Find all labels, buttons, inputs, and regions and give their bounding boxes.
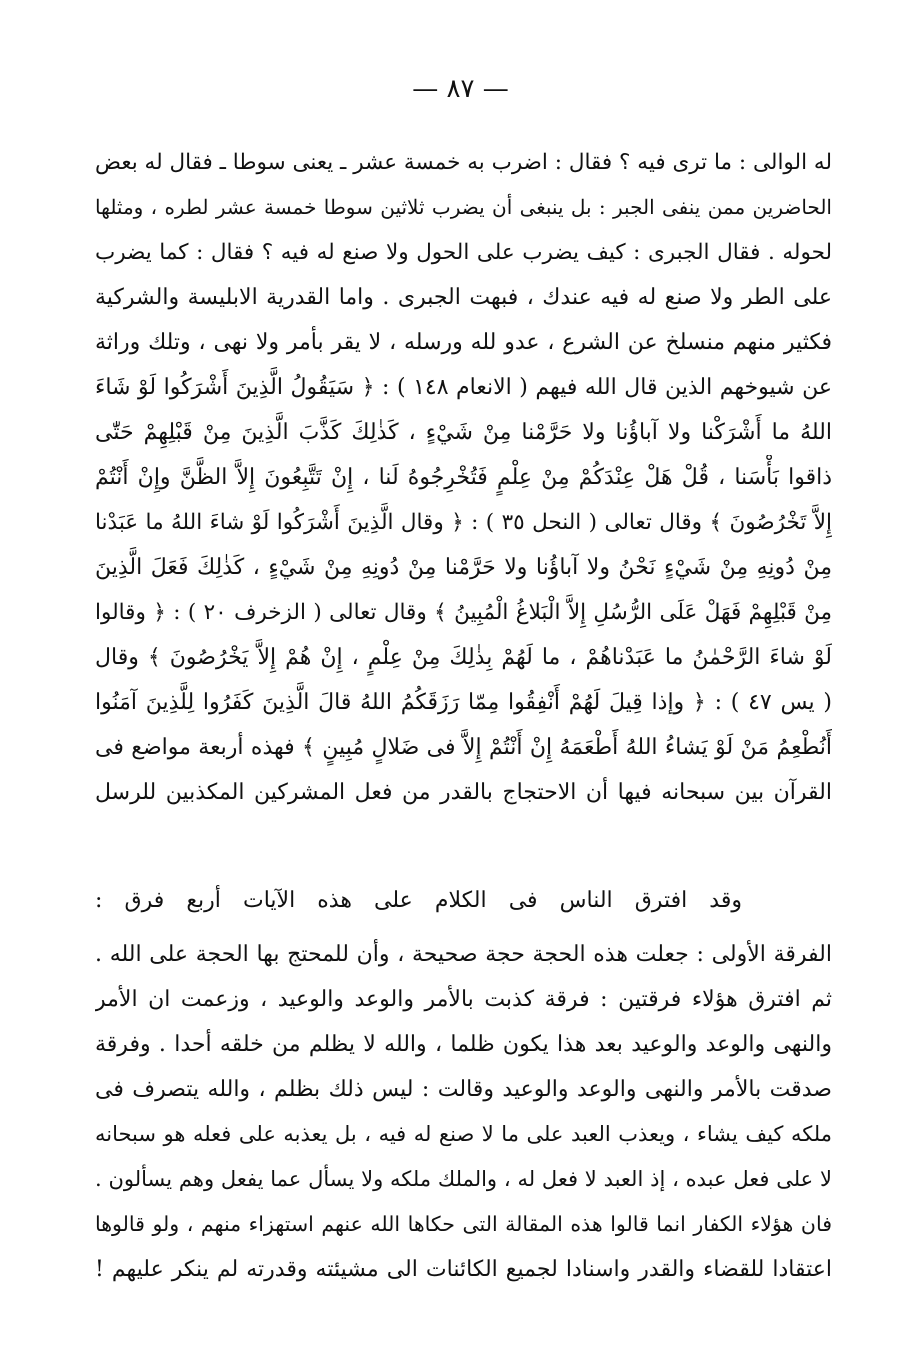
text-line: لحوله . فقال الجبرى : كيف يضرب على الحول ولا صنع له فيه ؟ فقال : كما يضرب (95, 240, 832, 265)
text-line: مِنْ دُونِهِ مِنْ شَيْءٍ نَحْنُ ولا آباؤُنا ولا حَرَّمْنا مِنْ دُونِهِ مِنْ شَيْءٍ ، كَذٰلِكَ فَعَلَ الَّذِينَ (95, 555, 832, 580)
text-line: صدقت بالأمر والنهى والوعد والوعيد وقالت : ليس ذلك بظلم ، والله يتصرف فى (95, 1077, 832, 1102)
paragraph-first-sect (95, 932, 832, 1292)
text-line: لا على فعل عبده ، إذ العبد لا فعل له ، والملك ملكه ولا يسأل عما يفعل وهم يسألون . (95, 1167, 832, 1191)
text-line: فان هؤلاء الكفار انما قالوا هذه المقالة التى حكاها الله عنهم استهزاء منهم ، ولو قالوها (95, 1212, 832, 1236)
text-line: له الوالى : ما ترى فيه ؟ فقال : اضرب به خمسة عشر ـ يعنى سوطا ـ فقال له بعض (95, 150, 832, 175)
text-line: مِنْ قَبْلِهِمْ فَهَلْ عَلَى الرُّسُلِ إِلاَّ الْبَلاغُ الْمُبِينُ ﴾ وقال تعالى ( الزخرف ٢٠ ) : ﴿ وقالوا (95, 600, 832, 625)
paragraph-main (95, 140, 832, 815)
text-line: والنهى والوعد والوعيد بعد هذا يكون ظلما ، والله لا يظلم من خلقه أحدا . وفرقة (95, 1032, 832, 1057)
text-line: اللهُ ما أَشْرَكْنا ولا آباؤُنا ولا حَرَّمْنا مِنْ شَيْءٍ ، كَذٰلِكَ كَذَّبَ الَّذِينَ مِنْ قَبْلِهِمْ حَتّٰى (95, 420, 832, 445)
text-line: اعتقادا للقضاء والقدر واسنادا لجميع الكائنات الى مشيئته وقدرته لم ينكر عليهم ! (95, 1257, 832, 1282)
text-line: ذاقوا بَأْسَنا ، قُلْ هَلْ عِنْدَكُمْ مِنْ عِلْمٍ فَتُخْرِجُوهُ لَنا ، إِنْ تَتَّبِعُونَ إِلاَّ الظَّنَّ وإِنْ أَنْتُمْ (95, 465, 832, 490)
text-line: لَوْ شاءَ الرَّحْمٰنُ ما عَبَدْناهُمْ ، ما لَهُمْ بِذٰلِكَ مِنْ عِلْمٍ ، إِنْ هُمْ إِلاَّ يَخْرُصُونَ ﴾ وقال (95, 645, 832, 670)
text-line: على الطر ولا صنع له فيه عندك ، فبهت الجبرى . واما القدرية الابليسة والشركية (95, 285, 832, 310)
text-line: فكثير منهم منسلخ عن الشرع ، عدو لله ورسله ، لا يقر بأمر ولا نهى ، وتلك وراثة (95, 330, 832, 355)
paragraph-intro-sects (95, 878, 832, 923)
text-line: القرآن بين سبحانه فيها أن الاحتجاج بالقدر من فعل المشركين المكذبين للرسل (95, 780, 832, 805)
text-line: عن شيوخهم الذين قال الله فيهم ( الانعام ١٤٨ ) : ﴿ سَيَقُولُ الَّذِينَ أَشْرَكُوا لَوْ شَاءَ (95, 375, 832, 400)
text-line: الحاضرين ممن ينفى الجبر : بل ينبغى أن يضرب ثلاثين سوطا خمسة عشر لطره ، ومثلها (95, 195, 832, 219)
text-line: الفرقة الأولى : جعلت هذه الحجة حجة صحيحة ، وأن للمحتج بها الحجة على الله . (95, 942, 832, 967)
text-line: ثم افترق هؤلاء فرقتين : فرقة كذبت بالأمر والوعد والوعيد ، وزعمت ان الأمر (95, 987, 832, 1012)
text-line: إِلاَّ تَخْرُصُونَ ﴾ وقال تعالى ( النحل ٣٥ ) : ﴿ وقال الَّذِينَ أَشْرَكُوا لَوْ شاءَ اللهُ ما عَبَدْنا (95, 510, 832, 535)
text-line: ملكه كيف يشاء ، ويعذب العبد على ما لا صنع له فيه ، بل يعذبه على فعله هو سبحانه (95, 1122, 832, 1146)
text-line: وقد افترق الناس فى الكلام على هذه الآيات أربع فرق : (95, 888, 742, 913)
page-number: — ٨٧ — (412, 74, 509, 104)
text-line: ( يس ٤٧ ) : ﴿ وإذا قِيلَ لَهُمْ أَنْفِقُوا مِمّا رَزَقَكُمُ اللهُ قالَ الَّذِينَ كَفَرُوا لِلَّذِينَ آمَنُوا (95, 690, 832, 715)
text-line: أَنُطْعِمُ مَنْ لَوْ يَشاءُ اللهُ أَطْعَمَهُ إِنْ أَنْتُمْ إِلاَّ فى ضَلالٍ مُبِينٍ ﴾ فهذه أربعة مواضع فى (95, 735, 832, 760)
